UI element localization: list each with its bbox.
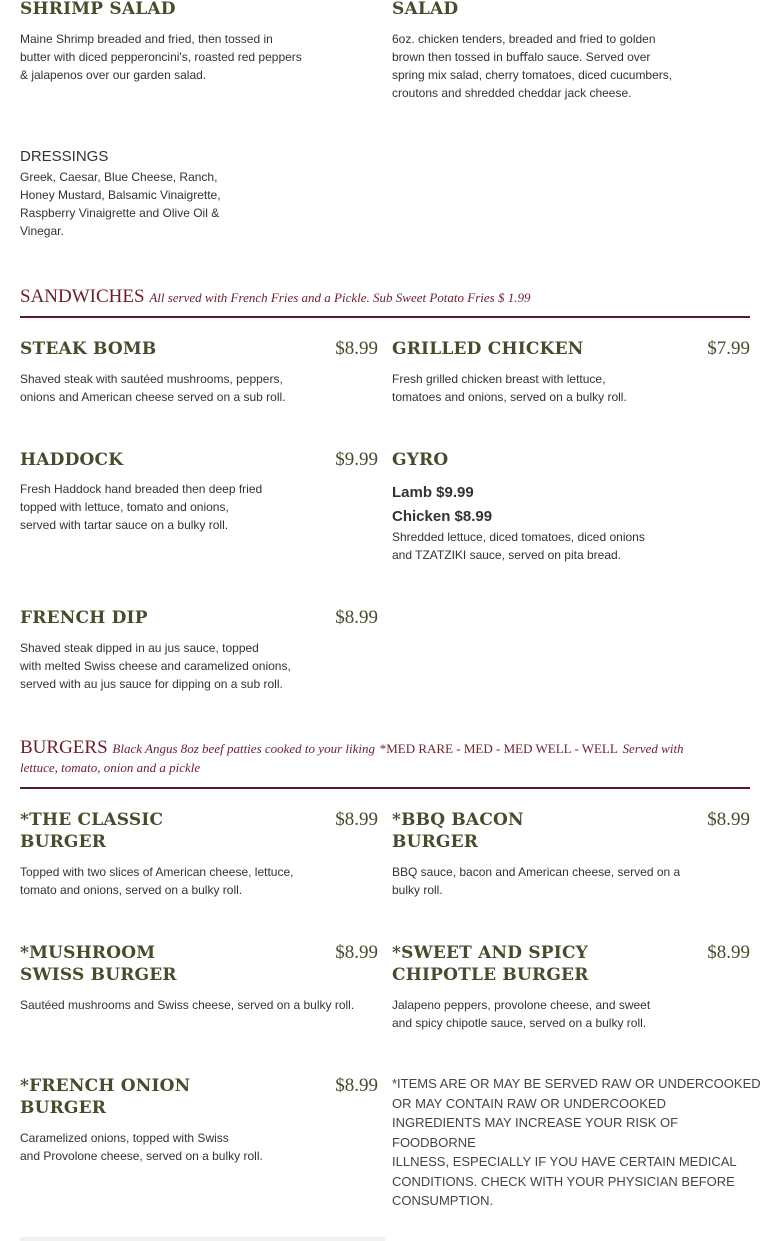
- sweet-spicy-burger-description: Jalapeno peppers, provolone cheese, and sweet and spicy chipotle sauce, served on a bulky roll.: [392, 998, 651, 1030]
- sandwiches-heading: [20, 286, 750, 309]
- steak-bomb-price: $8.99: [335, 338, 378, 359]
- gyro-description: Shredded lettuce, diced tomatoes, diced onions and TZATZIKI sauce, served on pita bread.: [392, 530, 645, 562]
- classic-burger-price: $8.99: [335, 809, 378, 830]
- shrimp-salad-title: SHRIMP SALAD: [20, 0, 176, 19]
- classic-burger-title: *THE CLASSIC BURGER: [20, 810, 164, 852]
- classic-burger-description: Topped with two slices of American cheese, lettuce, tomato and onions, served on a bulky roll.: [20, 865, 294, 897]
- gyro-chicken-price: Chicken $8.99: [392, 508, 493, 525]
- next-section-heading-cutoff: [20, 1237, 385, 1241]
- grilled-chicken-description: Fresh grilled chicken breast with lettuce, tomatoes and onions, served on a bulky roll.: [392, 372, 627, 404]
- burgers-note-served: Served with: [622, 741, 684, 756]
- mushroom-swiss-burger-description: Sautéed mushrooms and Swiss cheese, served on a bulky roll.: [20, 998, 355, 1012]
- burgers-divider: [20, 787, 750, 789]
- burgers-note-doneness: *MED RARE - MED - MED WELL - WELL: [379, 741, 618, 756]
- burgers-note-patties: Black Angus 8oz beef patties cooked to your liking: [112, 741, 375, 756]
- mushroom-swiss-burger-price: $8.99: [335, 942, 378, 963]
- sandwiches-heading-label: SANDWICHES: [20, 286, 145, 307]
- sandwiches-note: All served with French Fries and a Pickle. Sub Sweet Potato Fries $ 1.99: [149, 290, 531, 305]
- dressings-title: DRESSINGS: [20, 148, 109, 165]
- french-onion-burger-description: Caramelized onions, topped with Swiss and Provolone cheese, served on a bulky roll.: [20, 1131, 263, 1163]
- french-dip-description: Shaved steak dipped in au jus sauce, topped with melted Swiss cheese and caramelized onions, served with au jus sauce for dipping on a sub roll.: [20, 641, 291, 691]
- gyro-lamb-price: Lamb $9.99: [392, 484, 474, 501]
- haddock-title: HADDOCK: [20, 450, 124, 470]
- burgers-heading-label: BURGERS: [20, 737, 108, 758]
- buffalo-salad-description: 6oz. chicken tenders, breaded and fried to golden brown then tossed in buﬀalo sauce. Served over spring mix salad, cherry tomatoes, diced cucumbers, croutons and shredded cheddar jack cheese.: [392, 32, 673, 100]
- buffalo-salad-title: SALAD: [392, 0, 459, 19]
- haddock-price: $9.99: [335, 449, 378, 470]
- grilled-chicken-price: $7.99: [707, 338, 750, 359]
- grilled-chicken-title: GRILLED CHICKEN: [392, 339, 584, 359]
- burgers-note-toppings: lettuce, tomato, onion and a pickle: [20, 760, 201, 775]
- steak-bomb-description: Shaved steak with sautéed mushrooms, peppers, onions and American cheese served on a sub roll.: [20, 372, 286, 404]
- haddock-description: Fresh Haddock hand breaded then deep fried topped with lettuce, tomato and onions, served with tartar sauce on a bulky roll.: [20, 482, 263, 532]
- sandwiches-divider: [20, 316, 750, 318]
- bbq-bacon-burger-title: *BBQ BACON BURGER: [392, 810, 524, 852]
- french-onion-burger-price: $8.99: [335, 1075, 378, 1096]
- raw-food-disclaimer: *ITEMS ARE OR MAY BE SERVED RAW OR UNDERCOOKED OR MAY CONTAIN RAW OR UNDERCOOKED INGREDIENTS MAY INCREASE YOUR RISK OF FOODBORNE ILLNESS, ESPECIALLY IF YOU HAVE CERTAIN MEDICAL CONDITIONS. CHECK WITH YOUR PHYSICIAN BEFORE CONSUMPTION.: [392, 1076, 761, 1208]
- mushroom-swiss-burger-title: *MUSHROOM SWISS BURGER: [20, 943, 177, 985]
- dressings-list: Greek, Caesar, Blue Cheese, Ranch, Honey Mustard, Balsamic Vinaigrette, Raspberry Vinaigrette and Olive Oil & Vinegar.: [20, 170, 221, 238]
- shrimp-salad-description: Maine Shrimp breaded and fried, then tossed in butter with diced pepperoncini's, roasted red peppers & jalapenos over our garden salad.: [20, 32, 302, 82]
- sweet-spicy-burger-price: $8.99: [707, 942, 750, 963]
- burgers-heading: [20, 739, 750, 777]
- steak-bomb-title: STEAK BOMB: [20, 339, 157, 359]
- bbq-bacon-burger-price: $8.99: [707, 809, 750, 830]
- bbq-bacon-burger-description: BBQ sauce, bacon and American cheese, served on a bulky roll.: [392, 865, 681, 897]
- sweet-spicy-burger-title: *SWEET AND SPICY CHIPOTLE BURGER: [392, 943, 589, 985]
- french-dip-price: $8.99: [335, 607, 378, 628]
- french-dip-title: FRENCH DIP: [20, 608, 148, 628]
- gyro-title: GYRO: [392, 450, 449, 470]
- french-onion-burger-title: *FRENCH ONION BURGER: [20, 1076, 191, 1118]
